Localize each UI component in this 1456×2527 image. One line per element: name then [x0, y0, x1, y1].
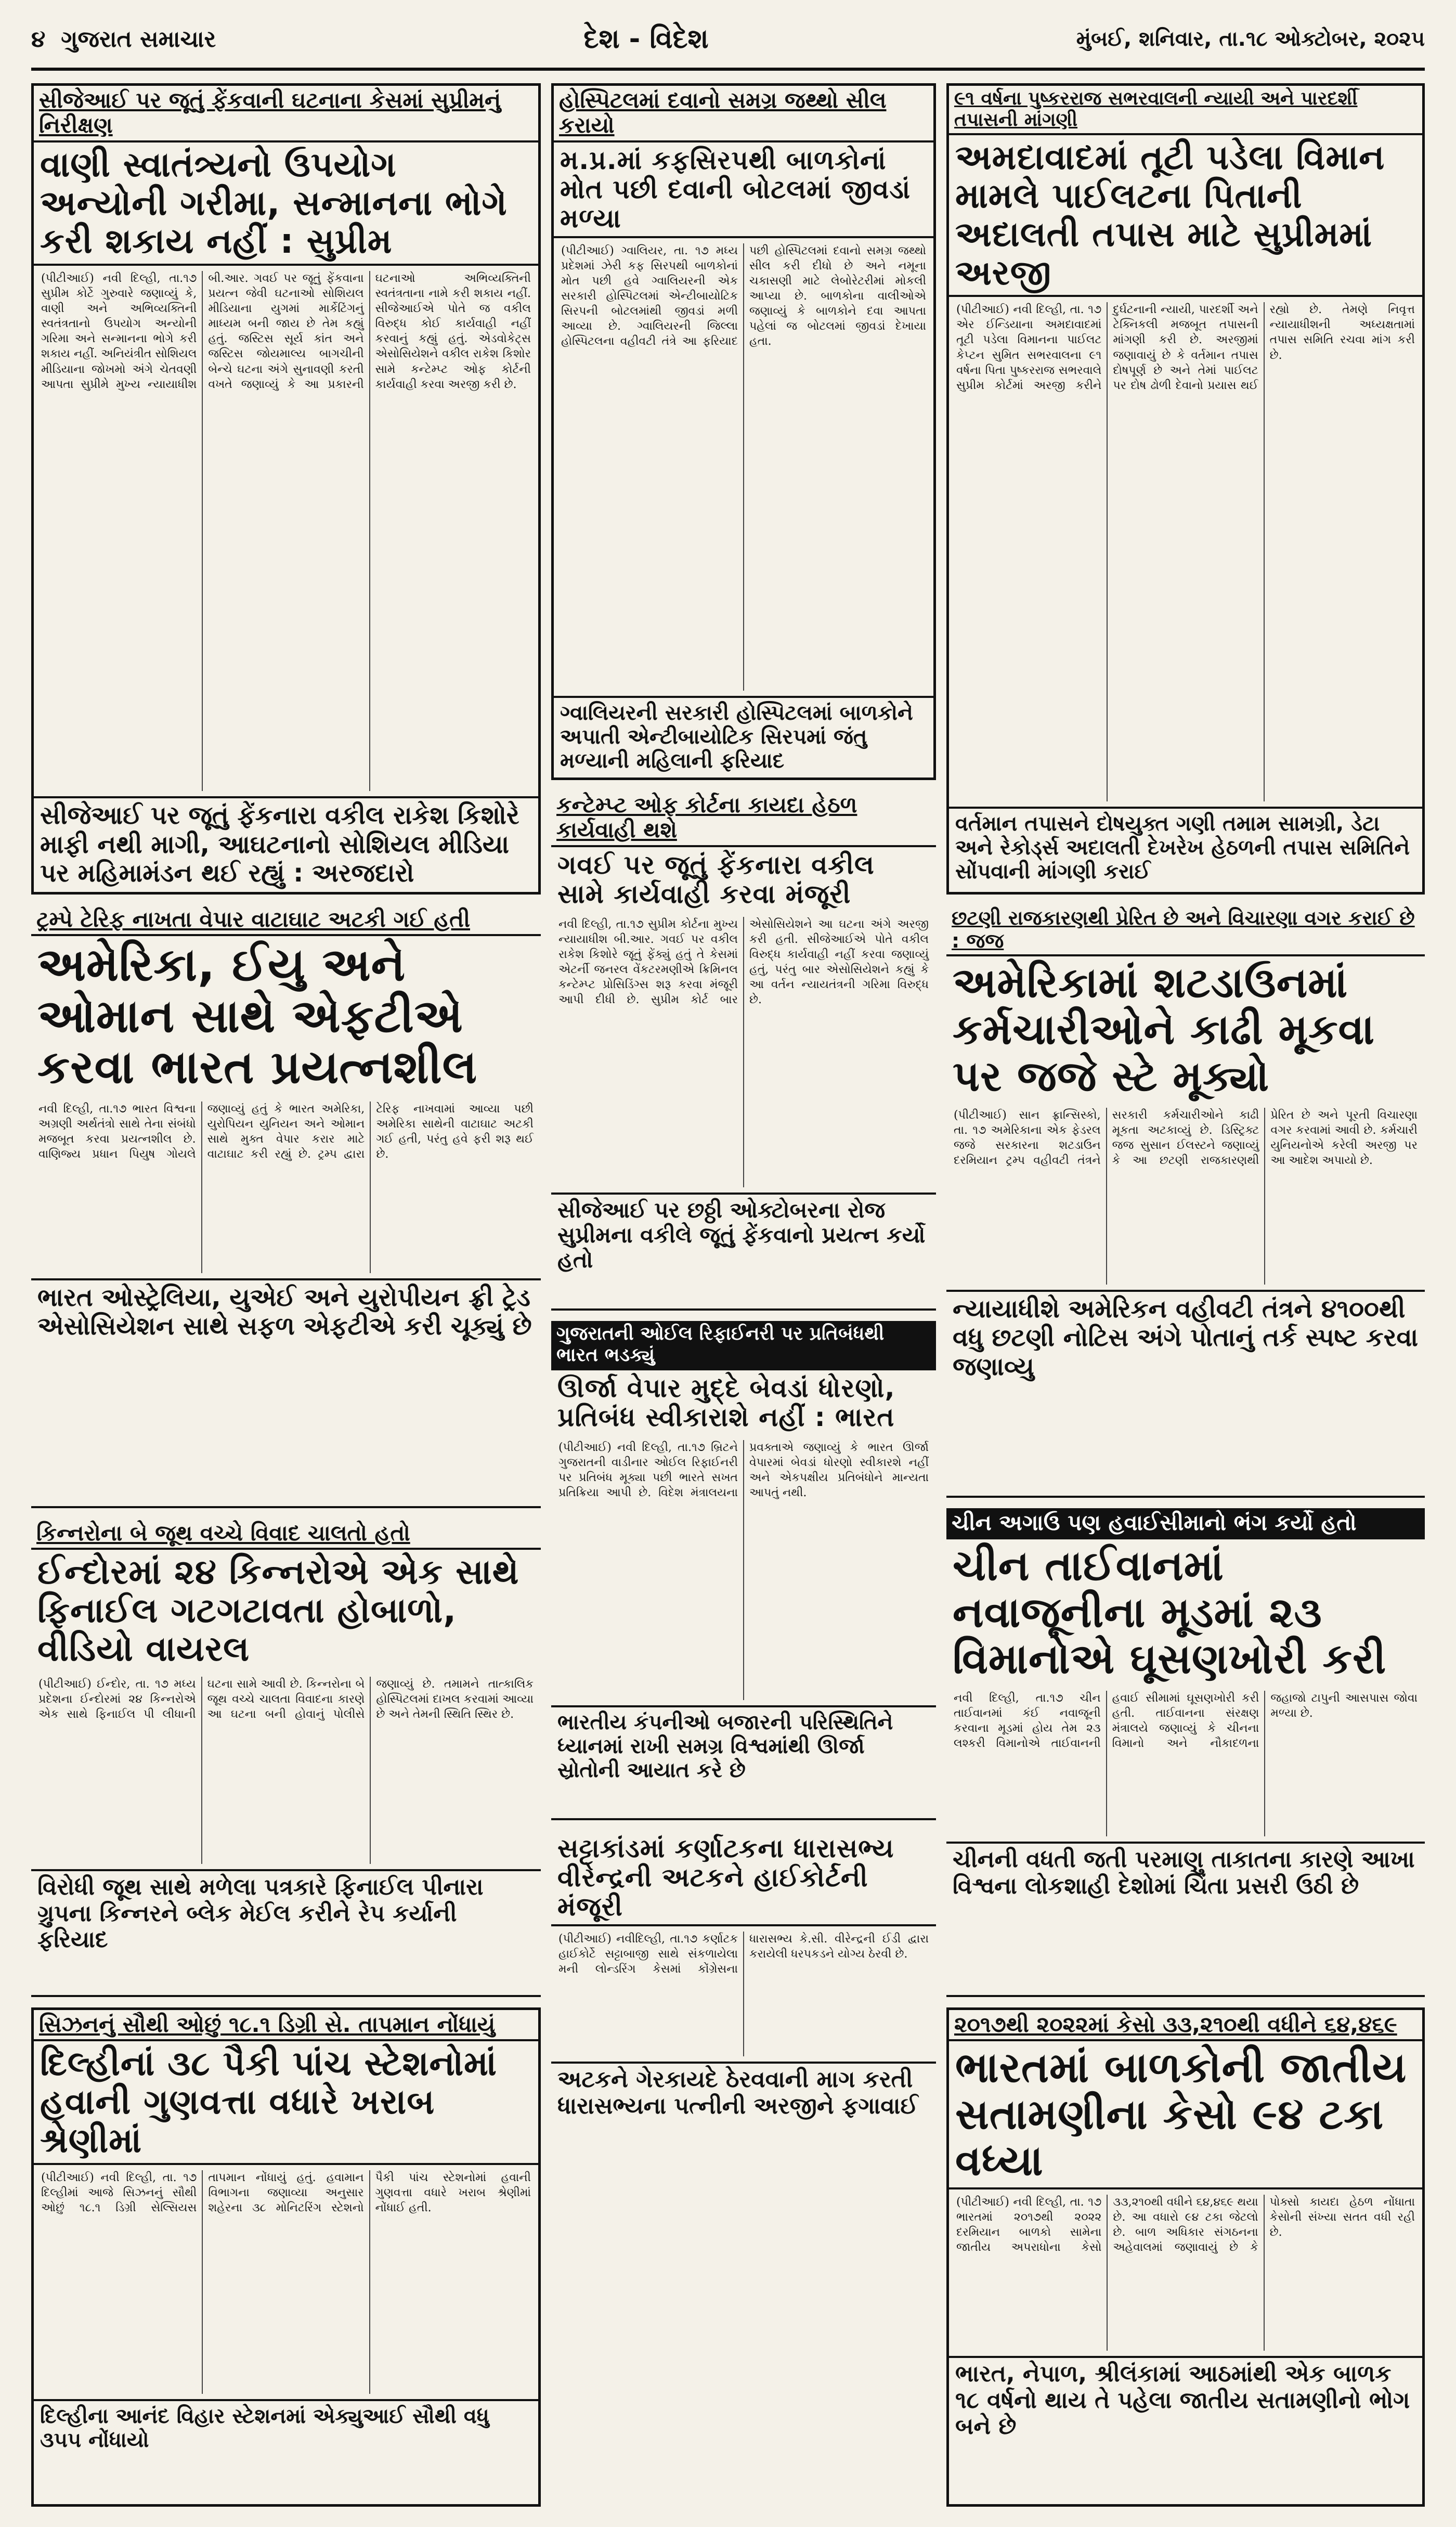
story-kicker: ટ્રમ્પે ટેરિફ નાખતા વેપાર વાટાઘાટ અટકી ગઈ હતી [31, 905, 541, 936]
story-headline: દિલ્હીનાં ૩૮ પૈકી પાંચ સ્ટેશનોમાં હવાની ગુણવત્તા વધારે ખરાબ શ્રેણીમાં [34, 2041, 538, 2165]
story-headline: મ.પ્ર.માં કફસિરપથી બાળકોનાં મોત પછી દવાની બોટલમાં જીવડાં મળ્યા [554, 142, 933, 238]
story-body: (પીટીઆઈ) નવી દિલ્હી, તા. ૧૭ દિલ્હીમાં આજે સિઝનનું સૌથી ઓછું ૧૮.૧ ડિગ્રી સેલ્સિયસ તાપમાન નોંધાયું હતું. હવામાન વિભાગના જણાવ્યા અનુસાર શહેરના ૩૮ મોનિટરિંગ સ્ટેશનો પૈકી પાંચ સ્ટેશનોમાં હવાની ગુણવત્તા વધારે ખરાબ શ્રેણીમાં નોંધાઈ હતી. [41, 2171, 531, 2215]
story-energy-trade [551, 1321, 936, 1820]
story-subhead: ચીનની વધતી જતી પરમાણુ તાકાતના કારણે આખા વિશ્વના લોકશાહી દેશોમાં ચિંતા પ્રસરી ઉઠી છે [946, 1842, 1425, 1902]
story-delhi-air [31, 2007, 541, 2507]
story-kicker: કન્ટેમ્પ્ટ ઓફ કોર્ટના કાયદા હેઠળ કાર્યવાહી થશે [551, 791, 936, 847]
story-body: (પીટીઆઈ) નવી દિલ્હી, તા. ૧૭ એર ઈન્ડિયાના અમદાવાદમાં તૂટી પડેલા વિમાનના પાઈલટ કેપ્ટન સુમિત સભરવાલના ૯૧ વર્ષના પિતા પુષ્કરરાજ સભરવાલે સુપ્રીમ કોર્ટમાં અરજી કરીને દુર્ઘટનાની ન્યાયી, પારદર્શી અને ટેક્નિકલી મજબૂત તપાસની માંગણી કરી છે. અરજીમાં જણાવાયું છે કે વર્તમાન તપાસ દોષપૂર્ણ છે અને તેમાં પાઈલટ પર દોષ ઢોળી દેવાનો પ્રયાસ થઈ રહ્યો છે. તેમણે નિવૃત્ત ન્યાયાધીશની અધ્યક્ષતામાં તપાસ સમિતિ રચવા માંગ કરી છે. [956, 303, 1415, 392]
story-headline: ઊર્જા વેપાર મુદ્દે બેવડાં ધોરણો, પ્રતિબંધ સ્વીકારાશે નહીં : ભારત [557, 1372, 895, 1432]
story-headline: સટ્ટાકાંડમાં કર્ણાટકના ધારાસભ્ય વીરેન્દ્રની અટકને હાઈકોર્ટની મંજૂરી [551, 1831, 936, 1926]
story-body: (પીટીઆઈ) સાન ફ્રાન્સિસ્કો, તા. ૧૭ અમેરિકાના એક ફેડરલ જજે સરકારના શટડાઉન દરમિયાન ટ્રમ્પ વહીવટી તંત્રને સરકારી કર્મચારીઓને કાઢી મૂકતા અટકાવ્યું છે. ડિસ્ટ્રિક્ટ જજ સુસાન ઈલસ્ટને જણાવ્યું કે આ છટણી રાજકારણથી પ્રેરિત છે અને પૂરતી વિચારણા વગર કરવામાં આવી છે. કર્મચારી યુનિયનોએ કરેલી અરજી પર આ આદેશ અપાયો છે. [954, 1109, 1418, 1168]
story-free-speech [31, 83, 541, 895]
page-header-left [31, 26, 216, 53]
story-subhead: વર્તમાન તપાસને દોષયુક્ત ગણી તમામ સામગ્રી, ડેટા અને રેકોર્ડ્સ અદાલતી દેખરેખ હેઠળની તપાસ સમિતિને સોંપવાની માંગણી કરાઈ [949, 807, 1422, 887]
story-contempt-approval [551, 791, 936, 1311]
story-subhead: ભારતીય કંપનીઓ બજારની પરિસ્થિતિને ધ્યાનમાં રાખી સમગ્ર વિશ્વમાંથી ઊર્જા સ્રોતોની આયાત કરે છે [551, 1705, 936, 1785]
story-body: નવી દિલ્હી, તા.૧૭ ચીન તાઈવાનમાં કંઈ નવાજૂની કરવાના મૂડમાં હોય તેમ ૨૩ લશ્કરી વિમાનોએ તાઈવાનની હવાઈ સીમામાં ઘૂસણખોરી કરી હતી. તાઈવાનના સંરક્ષણ મંત્રાલયે જણાવ્યું કે ચીનના વિમાનો અને નૌકાદળના જહાજો ટાપુની આસપાસ જોવા મળ્યા છે. [954, 1692, 1418, 1751]
story-subhead: દિલ્હીના આનંદ વિહાર સ્ટેશનમાં એક્યુઆઈ સૌથી વધુ ૩૫૫ નોંધાયો [34, 2399, 538, 2455]
story-body: (પીટીઆઈ) નવી દિલ્હી, તા.૧૭ સુપ્રીમ કોર્ટે ગુરુવારે જણાવ્યું કે, વાણી અને અભિવ્યક્તિની સ્વતંત્રતાનો ઉપયોગ અન્યોની ગરિમા અને સન્માનના ભોગે કરી શકાય નહીં. અનિયંત્રીત સોશિયલ મીડિયાના જોખમો અંગે ચેતવણી આપતા સુપ્રીમે મુખ્ય ન્યાયાધીશ બી.આર. ગવઈ પર જૂતું ફેંકવાના પ્રયત્ન જેવી ઘટનાઓ સોશિયલ મીડિયાના યુગમાં માર્કેટિંગનું માધ્યમ બની જાય છે તેમ કહ્યું હતું. જસ્ટિસ સૂર્ય કાંત અને જસ્ટિસ જોયમાલ્ય બાગચીની બેન્ચે ઘટના અંગે સુનાવણી કરતી વખતે જણાવ્યું કે આ પ્રકારની ઘટનાઓ અભિવ્યક્તિની સ્વતંત્રતાના નામે કરી શકાય નહીં. સીજેઆઈએ પોતે જ વકીલ વિરુદ્ધ કોઈ કાર્યવાહી નહીં કરવાનું કહ્યું હતું. એડવોકેટ્સ એસોસિયેશને વકીલ રાકેશ કિશોર સામે કન્ટેમ્પ્ટ ઓફ કોર્ટની કાર્યવાહી કરવા અરજી કરી છે. [41, 272, 531, 391]
story-subhead: ગ્વાલિયરની સરકારી હોસ્પિટલમાં બાળકોને અપાતી એન્ટીબાયોટિક સિરપમાં જંતુ મળ્યાની મહિલાની ફરિયાદ [554, 696, 933, 776]
paper-name: ગુજરાત સમાચાર [61, 25, 216, 53]
story-cough-syrup [551, 83, 936, 780]
story-kicker: ચીન અગાઉ પણ હવાઈસીમાનો ભંગ કર્યો હતો [946, 1508, 1425, 1539]
story-headline: ઈન્દોરમાં ૨૪ કિન્નરોએ એક સાથે ફિનાઈલ ગટગટાવતા હોબાળો, વીડિયો વાયરલ [37, 1552, 519, 1669]
story-subhead: ન્યાયાધીશે અમેરિકન વહીવટી તંત્રને ૪૧૦૦થી વધુ છટણી નોટિસ અંગે પોતાનું તર્ક સ્પષ્ટ કરવા જણાવ્યુ [946, 1290, 1425, 1384]
page-number: ૪ [31, 25, 46, 53]
story-kicker: હોસ્પિટલમાં દવાનો સમગ્ર જથ્થો સીલ કરાયો [554, 86, 933, 142]
story-headline: ભારતમાં બાળકોની જાતીય સતામણીના કેસો ૯૪ ટકા વધ્યા [949, 2041, 1422, 2189]
story-body: (પીટીઆઈ) ગ્વાલિયર, તા. ૧૭ મધ્ય પ્રદેશમાં ઝેરી કફ સિરપથી બાળકોનાં મોત પછી હવે ગ્વાલિયરની એક સરકારી હોસ્પિટલમાં એન્ટીબાયોટિક સિરપની બોટલમાંથી જીવડાં મળી આવ્યા છે. ગ્વાલિયરની જિલ્લા હોસ્પિટલના વહીવટી તંત્રે આ ફરિયાદ પછી હોસ્પિટલમાં દવાનો સમગ્ર જથ્થો સીલ કરી દીધો છે અને નમૂના ચકાસણી માટે લેબોરેટરીમાં મોકલી આપ્યા છે. બાળકોના વાલીઓએ જણાવ્યું કે બાળકોને દવા આપતા પહેલાં જ બોટલમાં જીવડાં દેખાયા હતા. [561, 244, 926, 348]
story-child-abuse [946, 2007, 1425, 2507]
story-kicker: કિન્નરોના બે જૂથ વચ્ચે વિવાદ ચાલતો હતો [31, 1519, 541, 1550]
story-headline: અમેરિકામાં શટડાઉનમાં કર્મચારીઓને કાઢી મૂકવા પર જજે સ્ટે મૂક્યો [953, 958, 1375, 1100]
story-headline: અમદાવાદમાં તૂટી પડેલા વિમાન મામલે પાઈલટના પિતાની અદાલતી તપાસ માટે સુપ્રીમમાં અરજી [949, 135, 1422, 297]
story-kicker: ૯૧ વર્ષના પુષ્કરરાજ સભરવાલની ન્યાયી અને પારદર્શી તપાસની માંગણી [949, 86, 1422, 135]
story-kicker: ૨૦૧૭થી ૨૦૨૨માં કેસો ૩૩,૨૧૦થી વધીને ૬૪,૪૬૯ [949, 2010, 1422, 2041]
story-body: (પીટીઆઈ) ઈન્દોર, તા. ૧૭ મધ્ય પ્રદેશના ઈન્દોરમાં ૨૪ કિન્નરોએ એક સાથે ફિનાઈલ પી લીધાની ઘટના સામે આવી છે. કિન્નરોના બે જૂથ વચ્ચે ચાલતા વિવાદના કારણે આ ઘટના બની હોવાનું પોલીસે જણાવ્યું છે. તમામને તાત્કાલિક હોસ્પિટલમાં દાખલ કરવામાં આવ્યા છે અને તેમની સ્થિતિ સ્થિર છે. [38, 1678, 534, 1721]
story-headline: વાણી સ્વાતંત્ર્યનો ઉપયોગ અન્યોની ગરીમા, સન્માનના ભોગે કરી શકાય નહીં : સુપ્રીમ [34, 142, 538, 266]
story-kicker: છટણી રાજકારણથી પ્રેરિત છે અને વિચારણા વગર કરાઈ છે : જજ [946, 905, 1425, 956]
story-kicker: ગુજરાતની ઓઈલ રિફાઈનરી પર પ્રતિબંધથી ભારત ભડક્યું [551, 1321, 936, 1370]
story-china-taiwan [946, 1508, 1425, 1997]
story-us-shutdown [946, 905, 1425, 1498]
story-body: નવી દિલ્હી, તા.૧૭ સુપ્રીમ કોર્ટના મુખ્ય ન્યાયાધીશ બી.આર. ગવઈ પર વકીલ રાકેશ કિશોરે જૂતું ફેંક્યું હતું તે કેસમાં એટર્ની જનરલ વેંકટરમણીએ ક્રિમિનલ કન્ટેમ્પ્ટ પ્રોસિડિંગ્સ શરૂ કરવા મંજૂરી આપી દીધી છે. સુપ્રીમ કોર્ટ બાર એસોસિયેશને આ ઘટના અંગે અરજી કરી હતી. સીજેઆઈએ પોતે વકીલ વિરુદ્ધ કાર્યવાહી નહીં કરવા જણાવ્યું હતું, પરંતુ બાર એસોસિયેશને કહ્યું કે આ વર્તન ન્યાયતંત્રની ગરિમા વિરુદ્ધ છે. [558, 917, 929, 1006]
story-body: નવી દિલ્હી, તા.૧૭ ભારત વિશ્વના અગ્રણી અર્થતંત્રો સાથે તેના સંબંધો મજબૂત કરવા પ્રયત્નશીલ છે. વાણિજ્ય પ્રધાન પિયુષ ગોયલે જણાવ્યું હતું કે ભારત અમેરિકા, યુરોપિયન યુનિયન અને ઓમાન સાથે મુક્ત વેપાર કરાર માટે વાટાઘાટ કરી રહ્યું છે. ટ્રમ્પ દ્વારા ટેરિફ નાખવામાં આવ્યા પછી અમેરિકા સાથેની વાટાઘાટ અટકી ગઈ હતી, પરંતુ હવે ફરી શરૂ થઈ છે. [38, 1102, 534, 1161]
story-subhead: અટકને ગેરકાયદે ઠેરવવાની માગ કરતી ધારાસભ્યના પત્નીની અરજીને ફગાવાઈ [551, 2062, 936, 2122]
story-subhead: વિરોધી જૂથ સાથે મળેલા પત્રકારે ફિનાઈલ પીનારા ગ્રુપના કિન્નરને બ્લેક મેઈલ કરીને રેપ કર્યાની ફરિયાદ [31, 1869, 541, 1956]
story-fta [31, 905, 541, 1508]
dateline: મુંબઈ, શનિવાર, તા.૧૮ ઓક્ટોબર, ૨૦૨૫ [1076, 27, 1425, 51]
story-headline: અમેરિકા, ઈયુ અને ઓમાન સાથે એફટીએ કરવા ભારત પ્રયત્નશીલ [37, 938, 478, 1094]
story-indore [31, 1519, 541, 1997]
story-body: (પીટીઆઈ) નવીદિલ્હી, તા.૧૭ કર્ણાટક હાઈકોર્ટે સટ્ટાબાજી સાથે સંકળાયેલા મની લોન્ડરિંગ કેસમાં કોંગ્રેસના ધારાસભ્ય કે.સી. વીરેન્દ્રની ઈડી દ્વારા કરાયેલી ધરપકડને યોગ્ય ઠેરવી છે. [558, 1933, 929, 1976]
section-title: દેશ - વિદેશ [583, 23, 709, 55]
story-karnataka-mla [551, 1831, 936, 2507]
story-body: (પીટીઆઈ) નવી દિલ્હી, તા.૧૭ બ્રિટને ગુજરાતની વાડીનાર ઓઈલ રિફાઈનરી પર પ્રતિબંધ મૂક્યા પછી ભારતે સખત પ્રતિક્રિયા આપી છે. વિદેશ મંત્રાલયના પ્રવક્તાએ જણાવ્યું કે ભારત ઊર્જા વેપારમાં બેવડાં ધોરણો સ્વીકારશે નહીં અને એકપક્ષીય પ્રતિબંધોને માન્યતા આપતું નથી. [558, 1441, 929, 1499]
story-kicker: સીજેઆઈ પર જૂતું ફેંકવાની ઘટનાના કેસમાં સુપ્રીમનું નિરીક્ષણ [34, 86, 538, 142]
story-plane-crash [946, 83, 1425, 895]
story-subhead: ભારત, નેપાળ, શ્રીલંકામાં આઠમાંથી એક બાળક ૧૮ વર્ષનો થાય તે પહેલા જાતીય સતામણીનો ભોગ બને છે [949, 2356, 1422, 2443]
story-kicker: સિઝનનું સૌથી ઓછું ૧૮.૧ ડિગ્રી સે. તાપમાન નોંધાયું [34, 2010, 538, 2041]
page-header [31, 10, 1425, 71]
story-subhead: સીજેઆઈ પર છઠ્ઠી ઓક્ટોબરના રોજ સુપ્રીમના વકીલે જૂતું ફેંકવાનો પ્રયત્ન કર્યો હતો [551, 1193, 936, 1276]
story-subhead: સીજેઆઈ પર જૂતું ફેંકનારા વકીલ રાકેશ કિશોરે માફી નથી માગી, આઘટનાનો સોશિયલ મીડિયા પર મહિમામંડન થઈ રહ્યું : અરજદારો [34, 796, 538, 891]
story-body: (પીટીઆઈ) નવી દિલ્હી, તા. ૧૭ ભારતમાં ૨૦૧૭થી ૨૦૨૨ દરમિયાન બાળકો સામેના જાતીય અપરાધોના કેસો ૩૩,૨૧૦થી વધીને ૬૪,૪૬૯ થયા છે. આ વધારો ૯૪ ટકા જેટલો છે. બાળ અધિકાર સંગઠનના અહેવાલમાં જણાવાયું છે કે પોક્સો કાયદા હેઠળ નોંધાતા કેસોની સંખ્યા સતત વધી રહી છે. [956, 2196, 1415, 2254]
story-headline: ચીન તાઈવાનમાં નવાજૂનીના મૂડમાં ૨૩ વિમાનોએ ઘૂસણખોરી કરી [953, 1541, 1387, 1683]
story-headline: ગવઈ પર જૂતું ફેંકનારા વકીલ સામે કાર્યવાહી કરવા મંજૂરી [557, 849, 875, 909]
story-subhead: ભારત ઓસ્ટ્રેલિયા, યુએઈ અને યુરોપીયન ફ્રી ટ્રેડ એસોસિયેશન સાથે સફળ એફટીએ કરી ચૂક્યું છે [31, 1278, 541, 1344]
